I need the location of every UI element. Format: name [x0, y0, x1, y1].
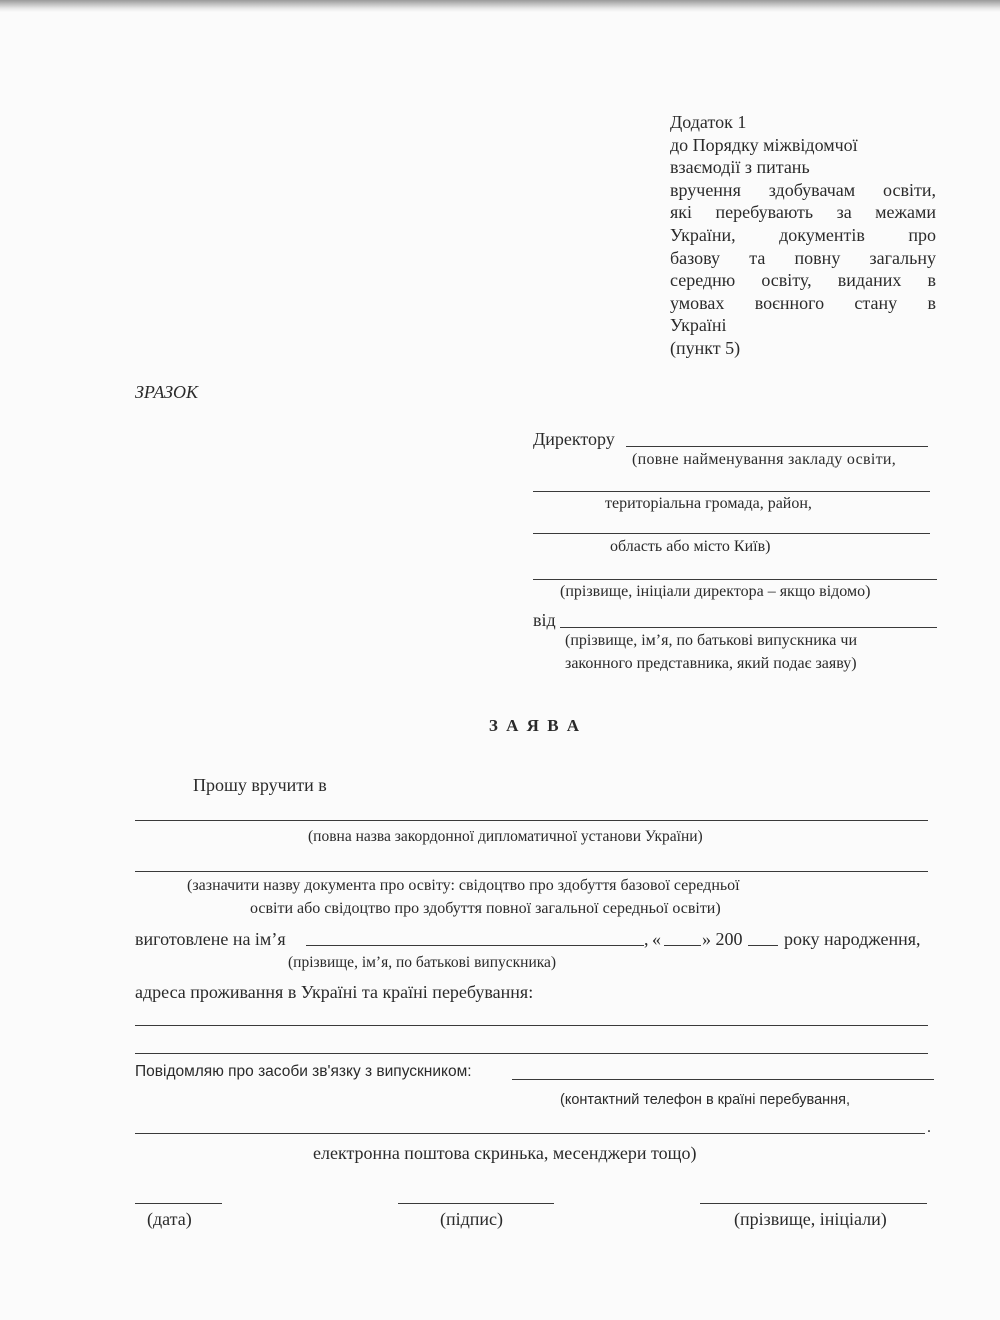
annex-block [670, 111, 936, 360]
hint-document-1: (зазначити назву документа про освіту: свідоцтво про здобуття базової середньої [187, 877, 740, 894]
date-line[interactable] [135, 1203, 222, 1204]
contact-line[interactable] [512, 1079, 934, 1080]
community-line[interactable] [533, 533, 930, 534]
hint-applicant-2: законного представника, який подає заяву) [565, 655, 857, 672]
quote-open: « [652, 929, 661, 949]
institution-continued-line[interactable] [533, 491, 930, 492]
from-label: від [533, 610, 556, 630]
annex-line: базову та повну загальну [670, 247, 936, 268]
birth-year-label: року народження, [784, 929, 921, 949]
birth-day-line[interactable] [664, 945, 701, 946]
annex-line: середню освіту, виданих в [670, 270, 936, 291]
director-institution-line[interactable] [626, 446, 928, 447]
annex-line: Додаток 1 [670, 112, 747, 132]
signature-hint: (підпис) [440, 1209, 504, 1229]
director-name-line[interactable] [533, 579, 937, 580]
hint-institution: (повне найменування закладу освіти, [632, 451, 897, 468]
date-hint: (дата) [147, 1209, 192, 1229]
comma: , [644, 929, 649, 949]
hint-graduate-name: (прізвище, ім’я, по батькові випускника) [288, 954, 557, 971]
contact-label: Повідомляю про засоби зв'язку з випускником: [135, 1063, 472, 1080]
hint-phone: (контактний телефон в країні перебування, [560, 1092, 851, 1108]
quote-close-year: » 200 [702, 929, 743, 949]
issued-to-label: виготовлене на ім’я [135, 929, 286, 949]
annex-line: (пункт 5) [670, 337, 741, 358]
top-shadow [0, 0, 1000, 12]
request-text: Прошу вручити в [193, 775, 327, 795]
mission-line[interactable] [135, 820, 928, 821]
annex-line: до Порядку міжвідомчої [670, 134, 858, 155]
name-hint: (прізвище, ініціали) [734, 1209, 887, 1229]
annex-line: Україні [670, 315, 727, 336]
document-title: З А Я В А [488, 716, 582, 735]
annex-line: вручення здобувачам освіти, [670, 179, 936, 200]
applicant-name-line[interactable] [560, 627, 937, 628]
hint-applicant-1: (прізвище, ім’я, по батькові випускника чи [565, 632, 858, 649]
contact-end-period: . [927, 1119, 931, 1136]
hint-email: електронна поштова скринька, месенджери тощо) [313, 1143, 697, 1163]
address-label: адреса проживання в Україні та країні перебування: [135, 982, 534, 1002]
contact-continued-line[interactable] [135, 1133, 925, 1134]
hint-director-name: (прізвище, ініціали директора – якщо відомо) [560, 583, 871, 600]
director-label: Директору [533, 429, 615, 449]
name-line[interactable] [700, 1203, 927, 1204]
address-line-2[interactable] [135, 1053, 928, 1054]
hint-region: область або місто Київ) [610, 538, 771, 555]
signature-line[interactable] [398, 1203, 554, 1204]
graduate-name-line[interactable] [306, 945, 644, 946]
annex-line: України, документів про [670, 224, 936, 245]
annex-line: умовах воєнного стану в [670, 292, 936, 313]
birth-year-line[interactable] [748, 945, 778, 946]
annex-line: взаємодії з питань [670, 157, 810, 178]
sample-label: ЗРАЗОК [135, 382, 198, 402]
address-line-1[interactable] [135, 1025, 928, 1026]
hint-mission: (повна назва закордонної дипломатичної установи України) [308, 828, 703, 845]
document-name-line[interactable] [135, 871, 928, 872]
hint-community: територіальна громада, район, [605, 495, 812, 512]
hint-document-2: освіти або свідоцтво про здобуття повної загальної середньої освіти) [250, 900, 721, 917]
annex-line: які перебувають за межами [670, 202, 936, 223]
